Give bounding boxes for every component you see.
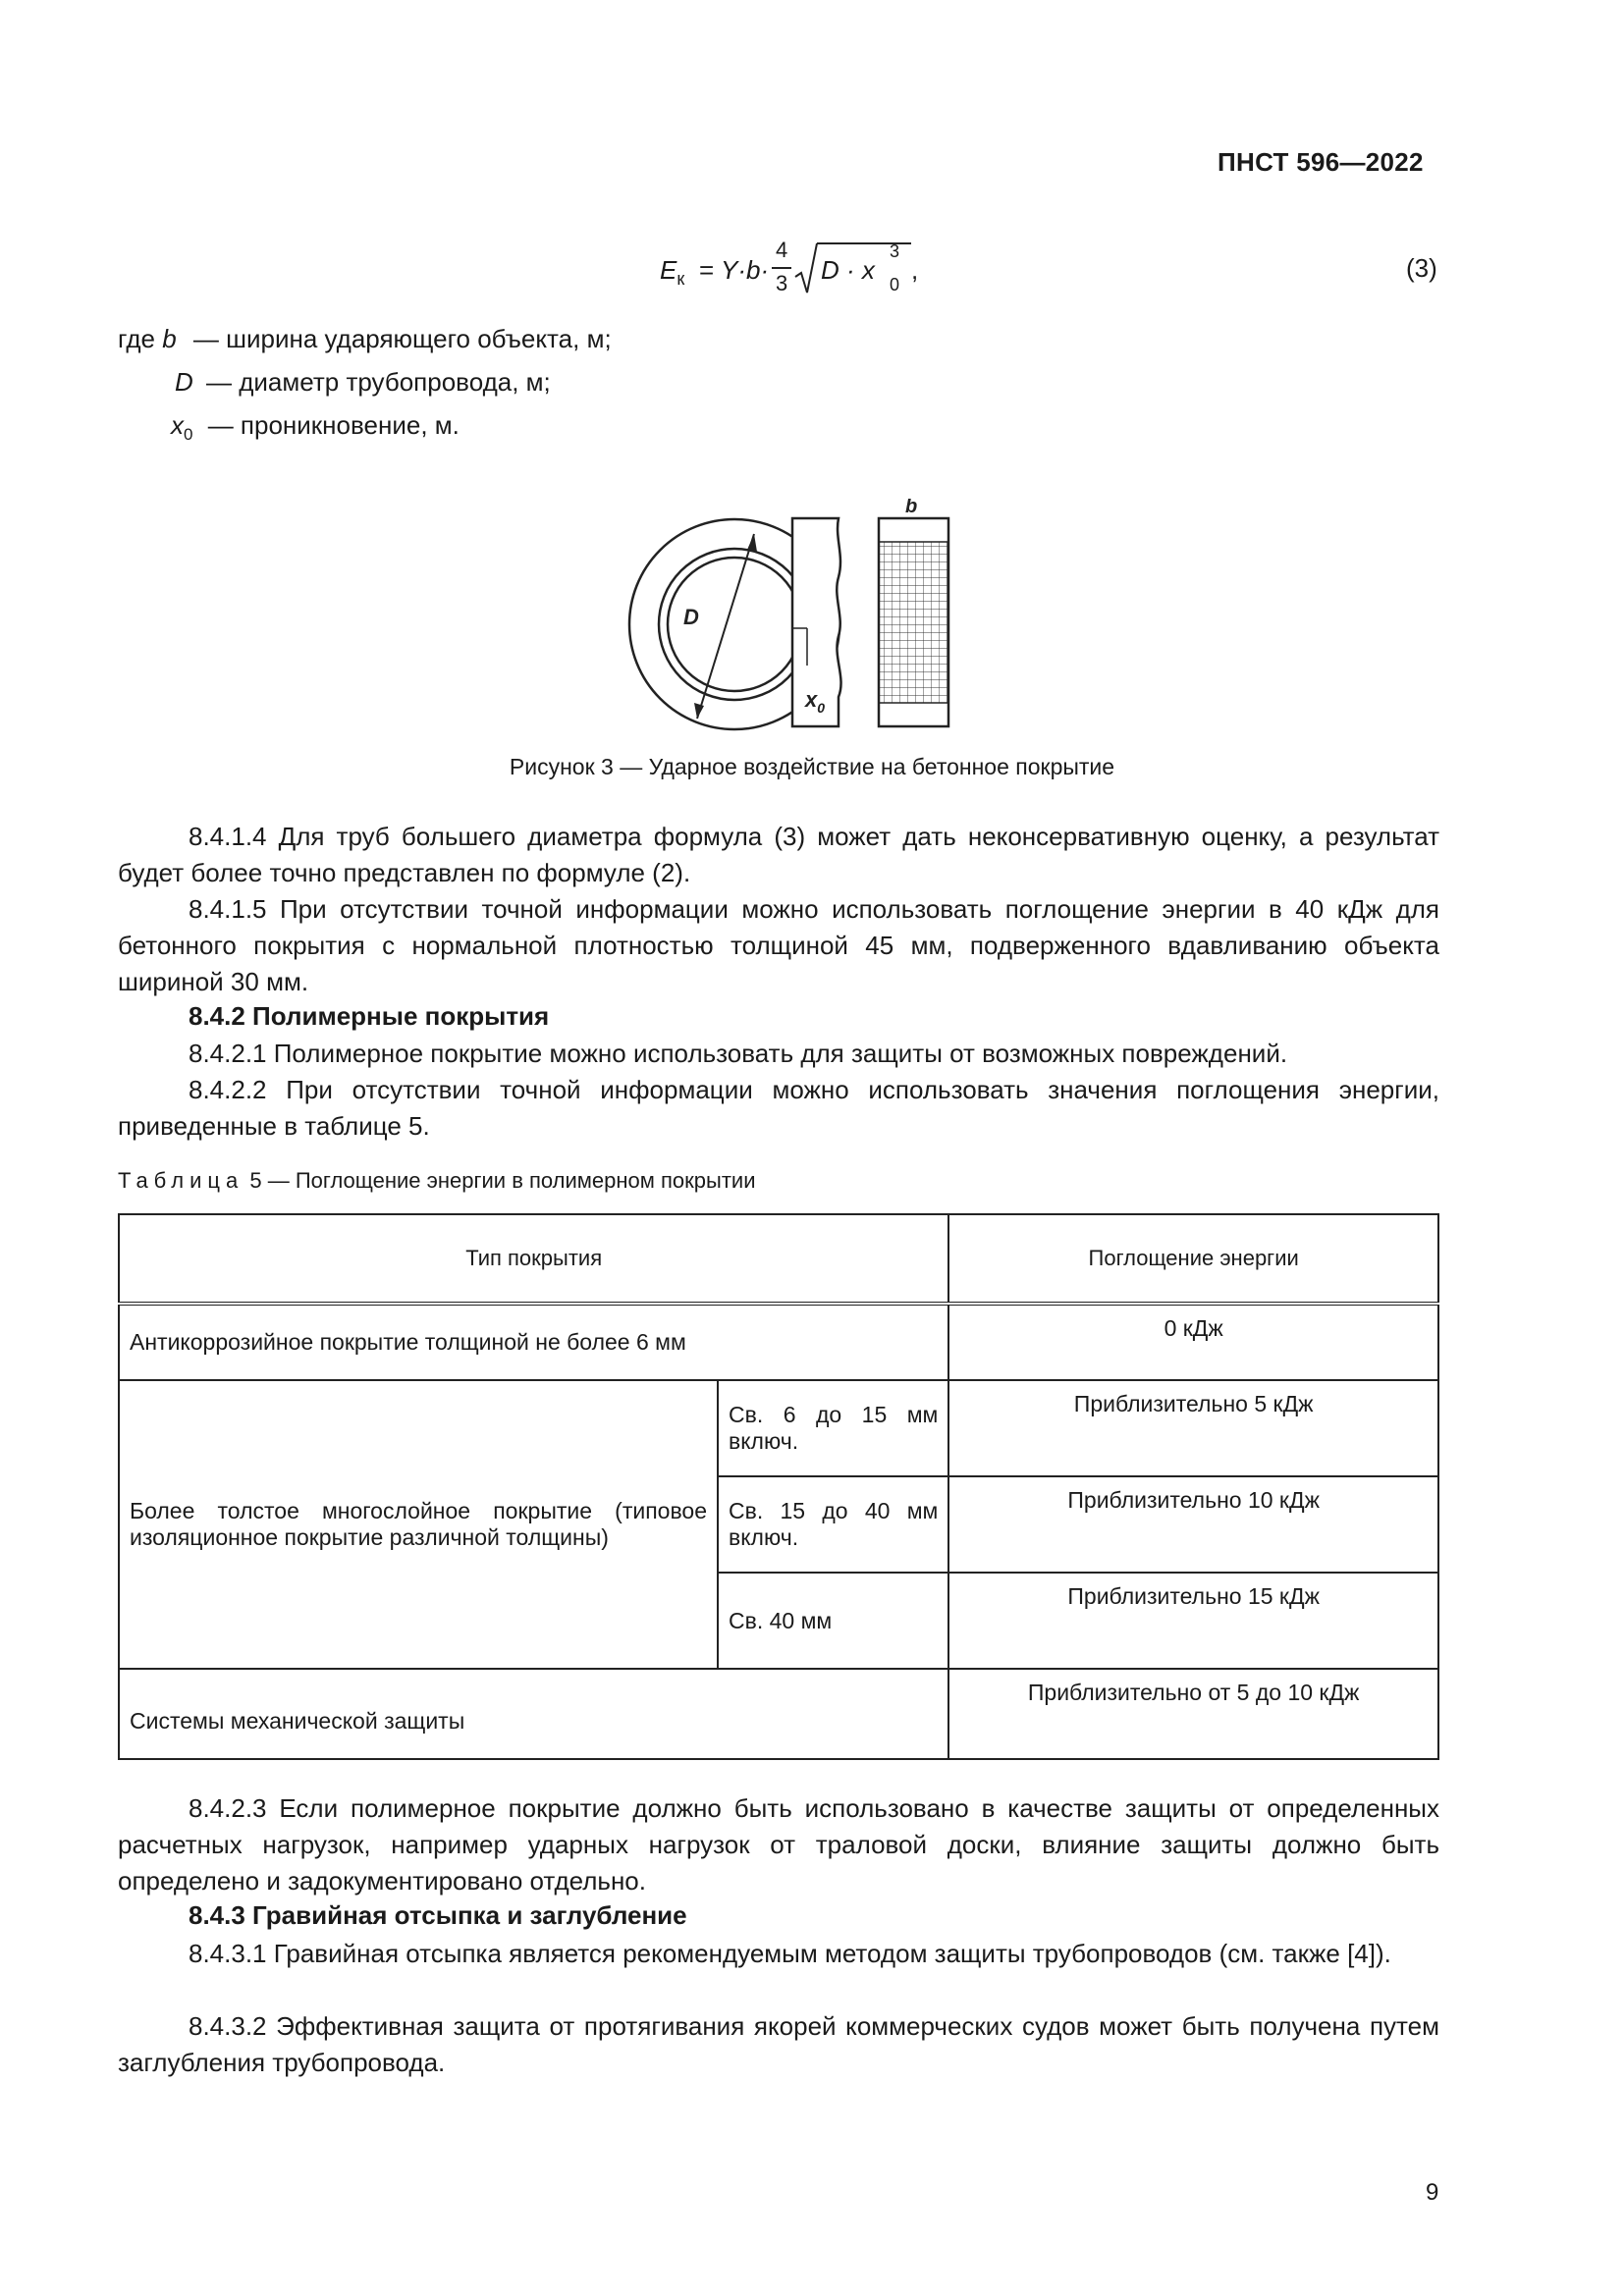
cell-energy-15-40: Приблизительно 10 кДж: [948, 1476, 1438, 1573]
formula-prefix: Y·b·: [721, 255, 770, 285]
cell-type-mechanical: Системы механической защиты: [119, 1669, 948, 1759]
cell-energy-over-40: Приблизительно 15 кДж: [948, 1573, 1438, 1669]
figure-caption: Рисунок 3 — Ударное воздействие на бетонное покрытие: [509, 754, 1115, 779]
page-number: 9: [1426, 2179, 1439, 2206]
header-energy-absorption: Поглощение энергии: [948, 1214, 1438, 1304]
paragraph-8-4-2-1: 8.4.2.1 Полимерное покрытие можно использовать для защиты от возможных повреждений.: [189, 1039, 1288, 1068]
table-row: [119, 1669, 1438, 1759]
formula-lhs: E: [660, 255, 677, 285]
table-row: [119, 1380, 1438, 1476]
definition-D: D — диаметр трубопровода, м;: [175, 367, 551, 397]
label-D: D: [683, 605, 699, 629]
formula-root-sub: 0: [890, 275, 900, 294]
cell-type-multilayer: Более толстое многослойное покрытие (типовое изоляционное покрытие различной толщины): [119, 1380, 718, 1669]
document-code: ПНСТ 596—2022: [1218, 147, 1424, 177]
formula-eq: =: [699, 255, 715, 285]
definition-x0: $x_0$ — проникновение, м.: [171, 410, 460, 445]
formula-frac-den: 3: [776, 271, 788, 295]
formula-root-sup: 3: [890, 241, 900, 261]
formula-root-body: D · x: [821, 255, 875, 285]
cell-energy-anticorrosion: 0 кДж: [948, 1304, 1438, 1380]
paragraph-8-4-3-1: 8.4.3.1 Гравийная отсыпка является рекомендуемым методом защиты трубопроводов (см. также [4]).: [189, 1939, 1391, 1968]
heading-8-4-2: 8.4.2 Полимерные покрытия: [189, 1001, 550, 1031]
figure-impact-diagram: [593, 499, 986, 734]
formula-frac-bar: [772, 267, 791, 269]
cell-energy-mechanical: Приблизительно от 5 до 10 кДж: [948, 1669, 1438, 1759]
header-coating-type: Тип покрытия: [119, 1214, 948, 1304]
cell-sub-over-40: Св. 40 мм: [718, 1573, 948, 1669]
paragraph-8-4-1-4: 8.4.1.4 Для труб большего диаметра формула (3) может дать неконсервативную оценку, а результат будет более точно представлен по формуле (2).: [118, 822, 1439, 887]
paragraph-8-4-2-2: 8.4.2.2 При отсутствии точной информации можно использовать значения поглощения энергии, приведенные в таблице 5.: [118, 1075, 1439, 1141]
formula-frac-num: 4: [776, 238, 788, 262]
formula-radical-sign: [793, 241, 819, 296]
heading-8-4-3: 8.4.3 Гравийная отсыпка и заглубление: [189, 1900, 687, 1930]
paragraph-8-4-1-5: 8.4.1.5 При отсутствии точной информации можно использовать поглощение энергии в 40 кДж для бетонного покрытия с нормальной плотностью толщиной 45 мм, подверженного вдавливанию объекта шириной 30 мм.: [118, 894, 1439, 996]
paragraph-8-4-2-3: 8.4.2.3 Если полимерное покрытие должно быть использовано в качестве защиты от определенных расчетных нагрузок, например ударных нагрузок от траловой доски, влияние защиты должно быть определено и задокументировано отдельно.: [118, 1793, 1439, 1896]
table-5: [118, 1213, 1439, 1760]
definition-b: где b — ширина ударяющего объекта, м;: [118, 324, 612, 353]
label-x0: $x_0$: [805, 687, 826, 716]
table-header-row: [119, 1214, 1438, 1304]
formula-lhs-sub: к: [677, 269, 685, 290]
formula-tail: ,: [911, 255, 919, 285]
cell-energy-6-15: Приблизительно 5 кДж: [948, 1380, 1438, 1476]
cell-sub-15-40: Св. 15 до 40 мм включ.: [718, 1476, 948, 1573]
label-b: b: [905, 499, 918, 517]
cell-sub-6-15: Св. 6 до 15 мм включ.: [718, 1380, 948, 1476]
paragraph-8-4-3-2: 8.4.3.2 Эффективная защита от протягивания якорей коммерческих судов может быть получена путем заглубления трубопровода.: [118, 2011, 1439, 2077]
cell-type-anticorrosion: Антикоррозийное покрытие толщиной не более 6 мм: [119, 1304, 948, 1380]
table-5-caption: Таблица 5 — Поглощение энергии в полимерном покрытии: [118, 1168, 756, 1193]
impact-plate-front: [879, 518, 948, 726]
formula-number: (3): [1406, 253, 1437, 283]
table-row: [119, 1304, 1438, 1380]
